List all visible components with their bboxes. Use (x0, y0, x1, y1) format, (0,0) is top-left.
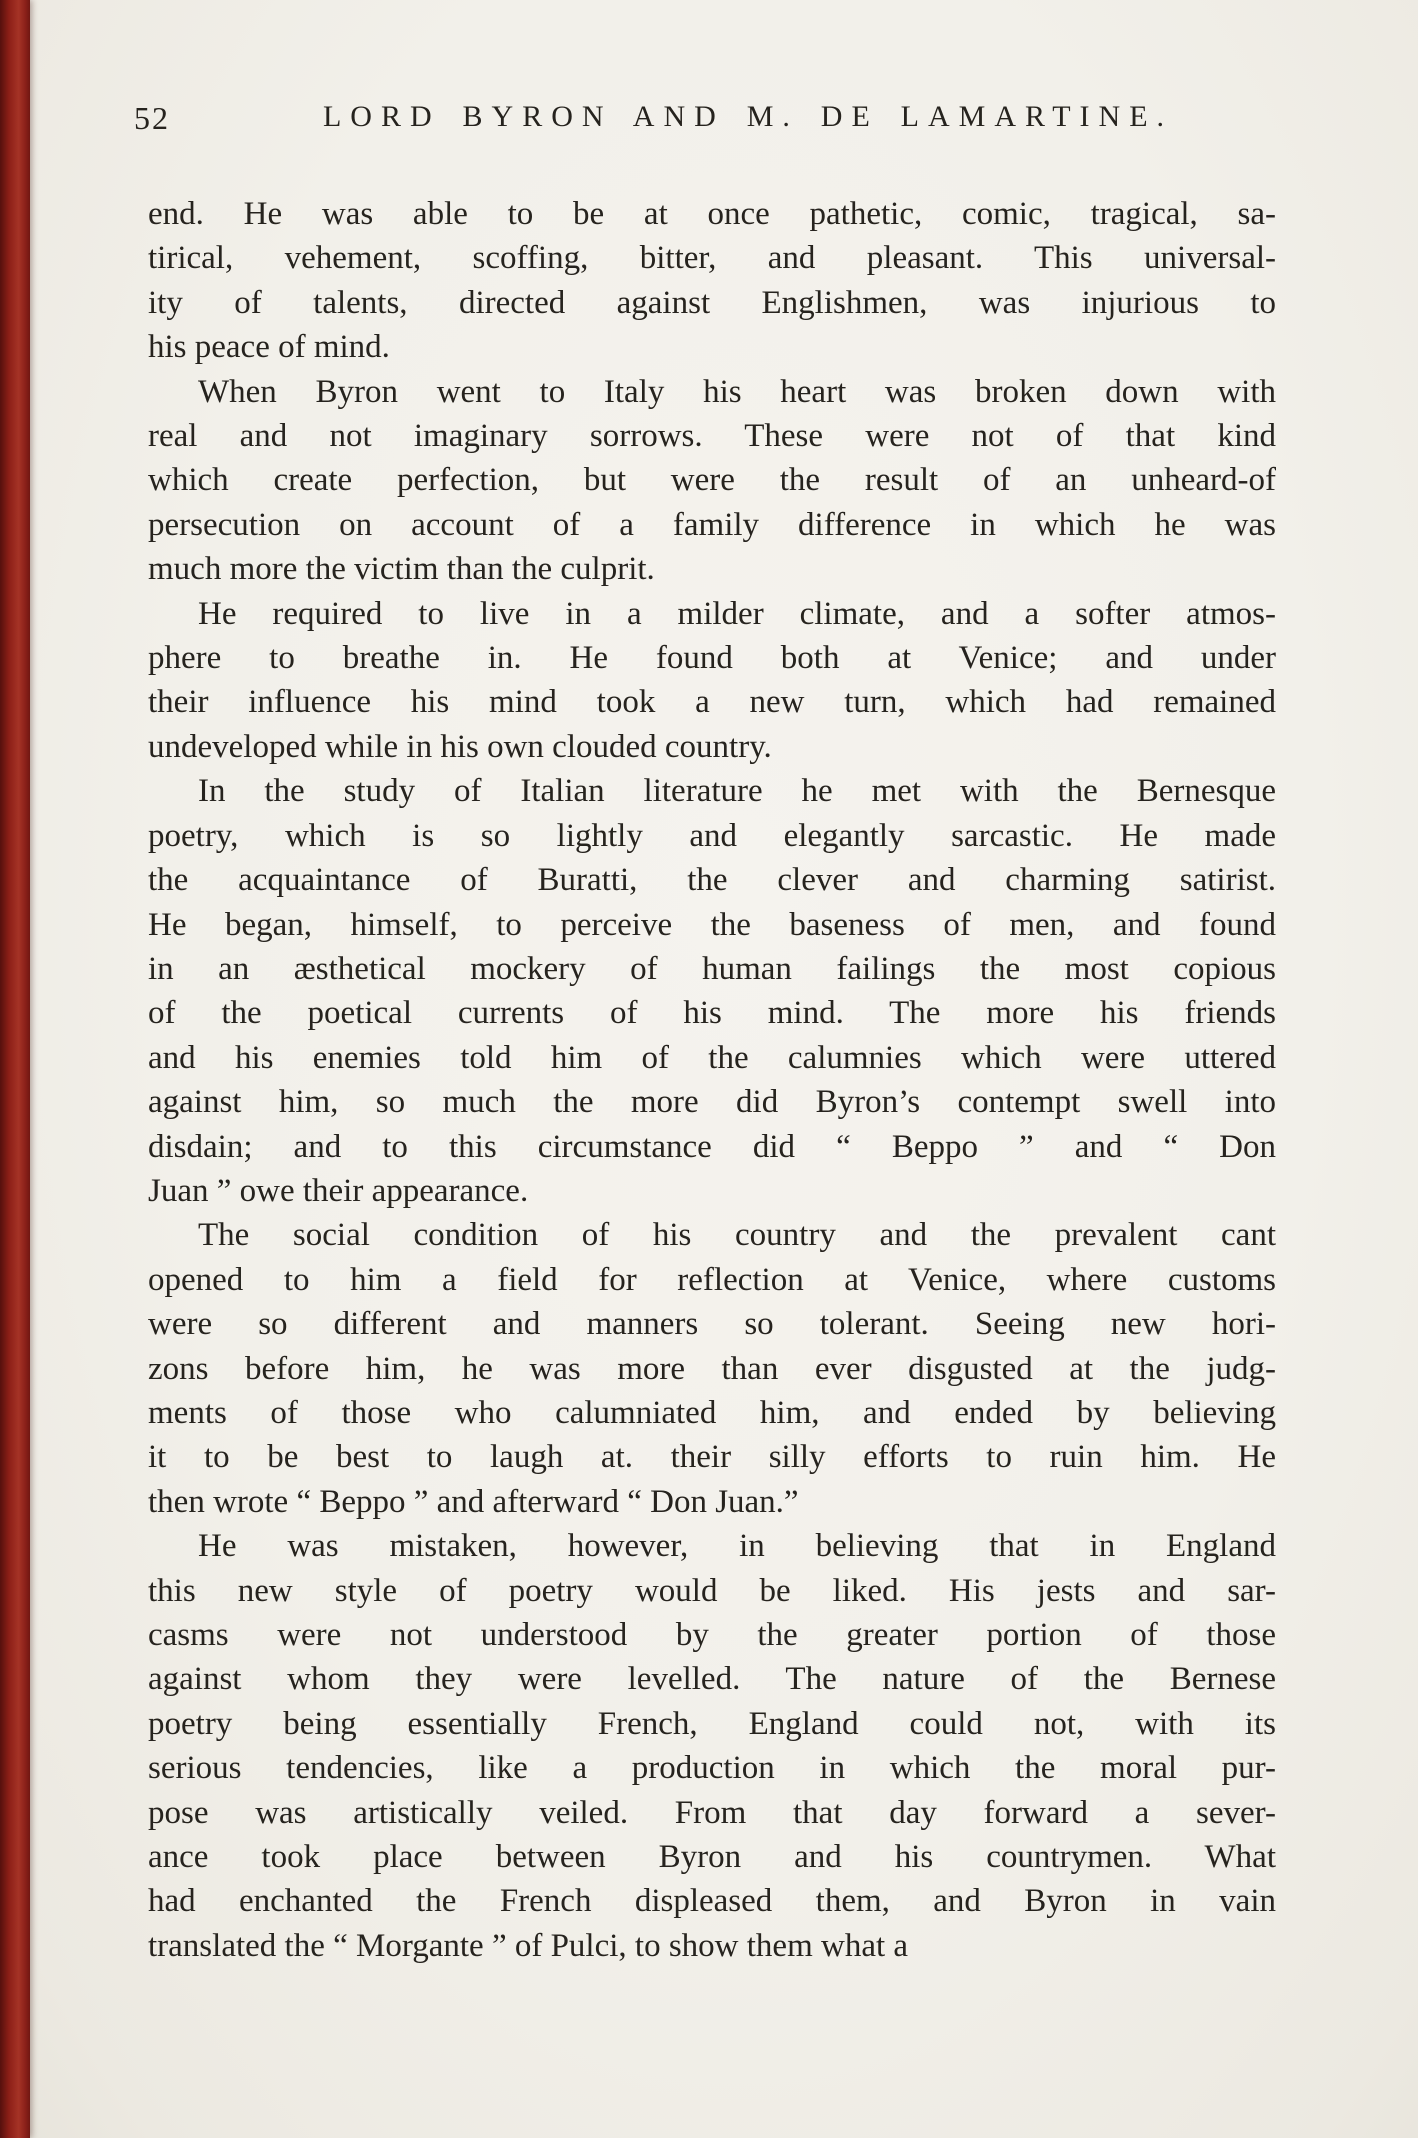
text-line: phere to breathe in. He found both at Venice; and under (148, 640, 1276, 677)
text-line: his peace of mind. (148, 329, 390, 366)
text-line: end. He was able to be at once pathetic, comic, tragical, sa- (148, 196, 1276, 232)
text-line: then wrote “ Beppo ” and afterward “ Don Juan.” (148, 1483, 799, 1520)
paragraph (148, 192, 1276, 370)
text-line: He required to live in a milder climate, and a softer atmos- (198, 595, 1276, 632)
text-line: their influence his mind took a new turn, which had remained (148, 684, 1276, 721)
text-line: disdain; and to this circumstance did “ Beppo ” and “ Don (148, 1128, 1276, 1165)
text-line: serious tendencies, like a production in which the moral pur- (148, 1750, 1276, 1787)
text-line: tirical, vehement, scoffing, bitter, and pleasant. This universal- (148, 240, 1276, 277)
text-line: ments of those who calumniated him, and ended by believing (148, 1394, 1276, 1431)
text-line: In the study of Italian literature he met with the Bernesque (198, 773, 1276, 810)
text-line: translated the “ Morgante ” of Pulci, to show them what a (148, 1927, 909, 1964)
text-line: had enchanted the French displeased them, and Byron in vain (148, 1883, 1276, 1920)
text-line: undeveloped while in his own clouded country. (148, 728, 772, 765)
paragraph (148, 1213, 1276, 1524)
text-line: opened to him a field for reflection at Venice, where customs (148, 1261, 1276, 1298)
text-line: Juan ” owe their appearance. (148, 1172, 529, 1209)
text-line: the acquaintance of Buratti, the clever and charming satirist. (148, 862, 1276, 899)
paragraph (148, 370, 1276, 592)
text-line: against whom they were levelled. The nature of the Bernese (148, 1661, 1276, 1698)
paragraph (148, 592, 1276, 770)
text-line: He was mistaken, however, in believing that in England (198, 1528, 1276, 1565)
text-line: ance took place between Byron and his countrymen. What (148, 1839, 1276, 1876)
running-title: LORD BYRON AND M. DE LAMARTINE. (322, 100, 1174, 133)
page-number: 52 (134, 100, 170, 136)
book-binding-edge (0, 0, 30, 2138)
page-body (148, 192, 1276, 1968)
text-line: casms were not understood by the greater portion of those (148, 1617, 1276, 1653)
text-line: poetry being essentially French, England could not, with its (148, 1705, 1276, 1742)
text-line: The social condition of his country and the prevalent cant (198, 1217, 1276, 1254)
text-line: poetry, which is so lightly and elegantly sarcastic. He made (148, 817, 1276, 854)
text-line: pose was artistically veiled. From that day forward a sever- (148, 1794, 1276, 1831)
text-line: much more the victim than the culprit. (148, 551, 655, 588)
text-line: which create perfection, but were the result of an unheard-of (148, 462, 1276, 499)
text-line: When Byron went to Italy his heart was broken down with (198, 373, 1276, 410)
page-content (134, 96, 1276, 1968)
text-line: this new style of poetry would be liked. His jests and sar- (148, 1572, 1276, 1609)
text-line: ity of talents, directed against Englishmen, was injurious to (148, 284, 1276, 321)
text-line: He began, himself, to perceive the baseness of men, and found (148, 906, 1276, 943)
text-line: real and not imaginary sorrows. These were not of that kind (148, 418, 1276, 455)
page-header (134, 96, 1276, 158)
text-line: against him, so much the more did Byron’s contempt swell into (148, 1084, 1276, 1121)
text-line: persecution on account of a family difference in which he was (148, 506, 1276, 543)
text-line: it to be best to laugh at. their silly efforts to ruin him. He (148, 1439, 1276, 1476)
text-line: were so different and manners so tolerant. Seeing new hori- (148, 1306, 1276, 1343)
text-line: zons before him, he was more than ever disgusted at the judg- (148, 1350, 1276, 1387)
text-line: and his enemies told him of the calumnies which were uttered (148, 1039, 1276, 1076)
text-line: of the poetical currents of his mind. The more his friends (148, 995, 1276, 1032)
paragraph (148, 769, 1276, 1213)
paragraph (148, 1524, 1276, 1968)
text-line: in an æsthetical mockery of human failings the most copious (148, 950, 1276, 987)
